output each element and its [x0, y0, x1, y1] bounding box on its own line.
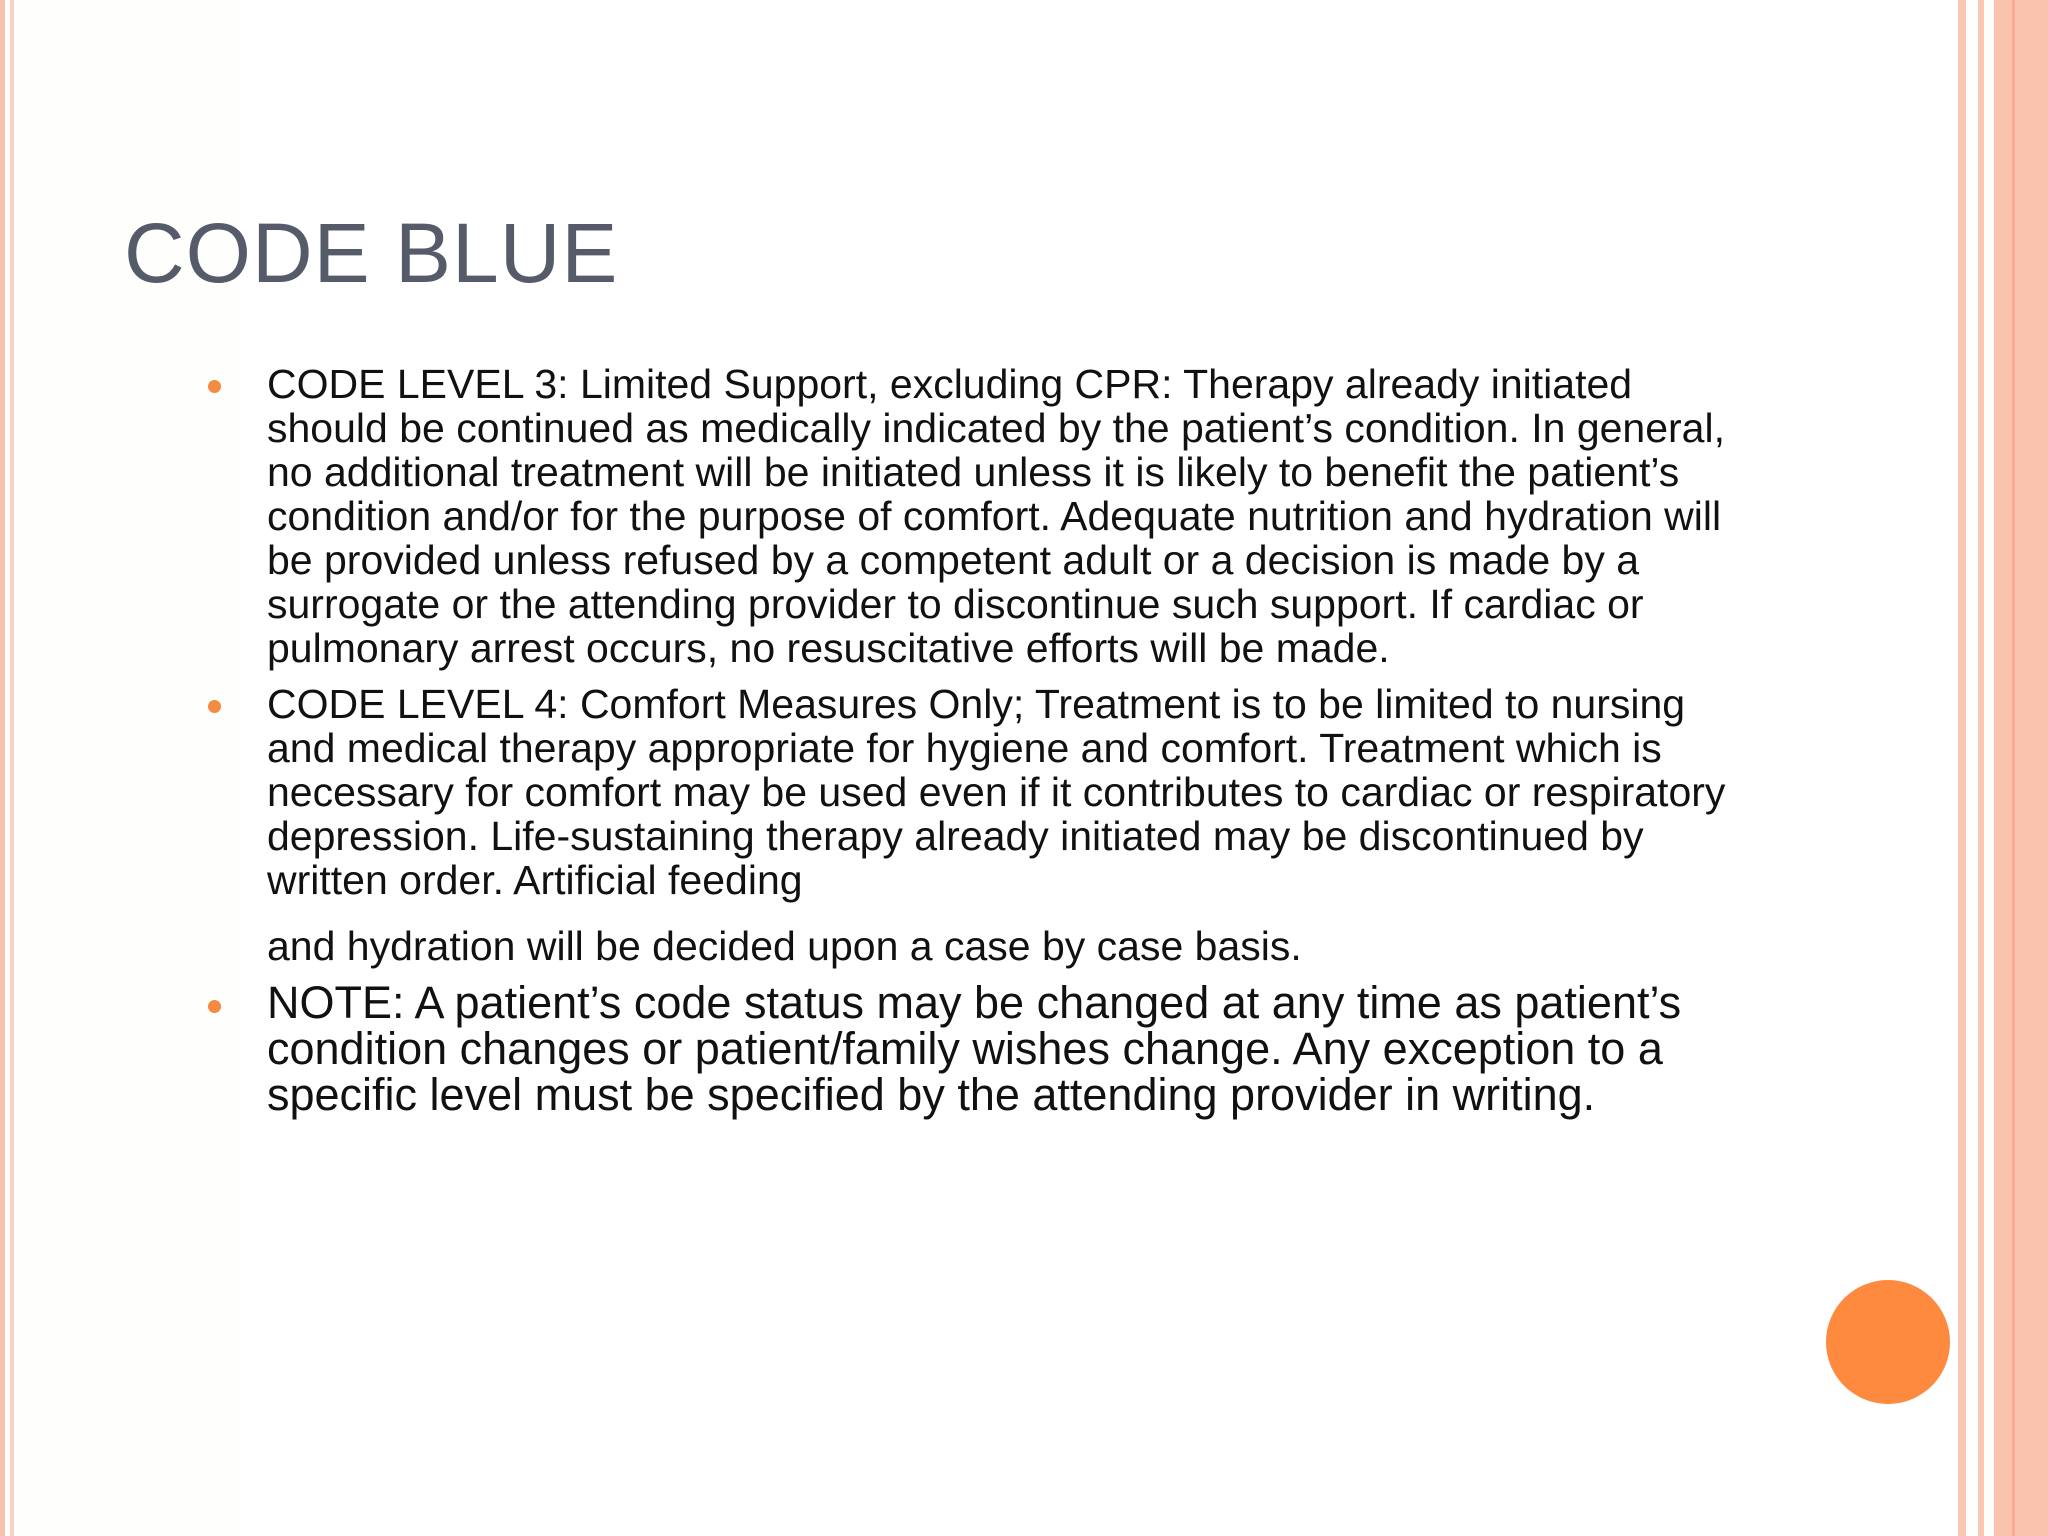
right-border-band — [1994, 0, 2048, 1536]
bullet-note — [208, 977, 1728, 1120]
bullet-code-level-3 — [208, 362, 1728, 670]
bullet-continuation-text: and hydration will be decided upon a case by case basis. — [267, 923, 1302, 969]
left-border-stripe-inner — [10, 0, 14, 1536]
bullet-text: CODE LEVEL 3: Limited Support, excluding CPR: Therapy already initiated should be continued as medically indicated by the patient’s condition. In general, no additional treatment will be initiated unless it is likely to benefit the patient’s condition and/or for the purpose of comfort. Adequate nutrition and hydration will be provided unless refused by a competent adult or a decision is made by a surrogate or the attending provider to discontinue such support. If cardiac or pulmonary arrest occurs, no resuscitative efforts will be made. — [267, 361, 1725, 671]
right-border-stripe-2 — [1978, 0, 1984, 1536]
right-border-band-line — [2012, 0, 2015, 1536]
left-border-stripe — [0, 0, 5, 1536]
decorative-circle-icon — [1826, 1280, 1950, 1404]
bullet-dot-icon — [208, 700, 221, 713]
bullet-dot-icon — [208, 1000, 221, 1013]
bullet-code-level-4 — [208, 682, 1728, 968]
bullet-dot-icon — [208, 380, 221, 393]
slide-title: CODE BLUE — [124, 206, 619, 300]
bullet-list — [208, 362, 1728, 1118]
right-border-stripe — [1958, 0, 1966, 1536]
bullet-text: NOTE: A patient’s code status may be changed at any time as patient’s condition changes or patient/family wishes change. Any exception to a specific level must be specified by the attending provider in writing. — [267, 977, 1682, 1120]
bullet-text: CODE LEVEL 4: Comfort Measures Only; Treatment is to be limited to nursing and medical therapy appropriate for hygiene and comfort. Treatment which is necessary for comfort may be used even if it contributes to cardiac or respiratory depression. Life-sustaining therapy already initiated may be discontinued by written order. Artificial feeding — [267, 681, 1726, 903]
